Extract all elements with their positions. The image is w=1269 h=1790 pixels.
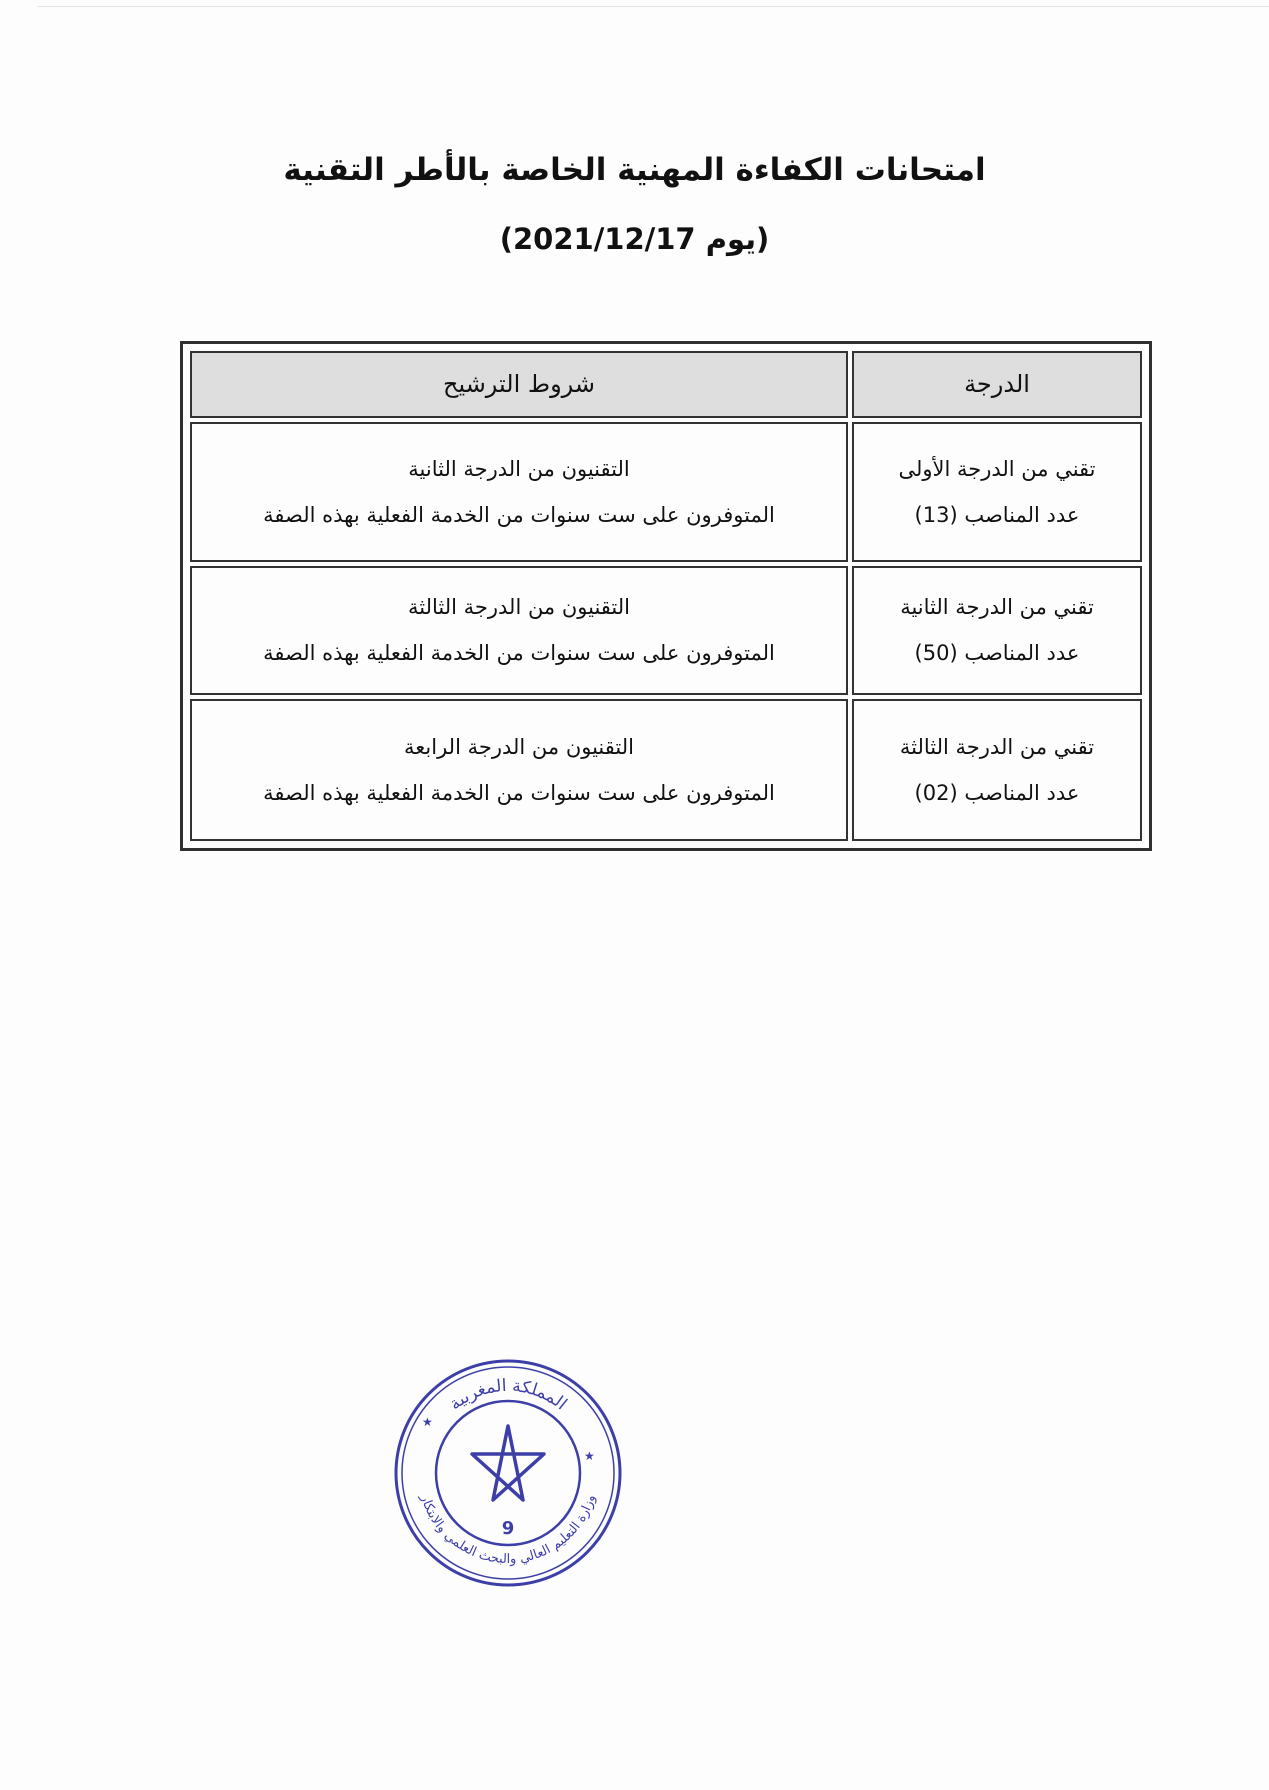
star-icon bbox=[472, 1426, 544, 1500]
posts-count: عدد المناصب (02) bbox=[914, 781, 1080, 806]
document-title: امتحانات الكفاءة المهنية الخاصة بالأطر التقنية bbox=[283, 152, 986, 188]
grade-cell bbox=[852, 699, 1142, 841]
seal-side-stars bbox=[422, 1415, 595, 1463]
condition-service: المتوفرون على ست سنوات من الخدمة الفعلية بهذه الصفة bbox=[263, 502, 775, 527]
svg-text:★: ★ bbox=[584, 1449, 595, 1463]
grade-name: تقني من الدرجة الثانية bbox=[900, 595, 1094, 620]
table-row bbox=[190, 422, 1142, 562]
exam-table bbox=[186, 347, 1146, 845]
ministry-seal bbox=[378, 1348, 638, 1598]
svg-text:★: ★ bbox=[422, 1415, 433, 1429]
grade-name: تقني من الدرجة الثالثة bbox=[899, 735, 1095, 760]
condition-rank: التقنيون من الدرجة الرابعة bbox=[404, 735, 634, 760]
grade-cell bbox=[852, 566, 1142, 696]
table-row bbox=[190, 566, 1142, 696]
table-header-row bbox=[190, 351, 1142, 418]
condition-rank: التقنيون من الدرجة الثالثة bbox=[408, 595, 630, 620]
conditions-cell bbox=[190, 699, 848, 841]
header-grade: الدرجة bbox=[852, 351, 1142, 418]
condition-service: المتوفرون على ست سنوات من الخدمة الفعلية بهذه الصفة bbox=[263, 781, 775, 806]
seal-ring-text: وزارة التعليم العالي والبحث العلمي والابتكار bbox=[417, 1493, 599, 1568]
header-conditions: شروط الترشيح bbox=[190, 351, 848, 418]
posts-count: عدد المناصب (13) bbox=[914, 502, 1080, 527]
grade-name: تقني من الدرجة الأولى bbox=[898, 456, 1096, 481]
condition-service: المتوفرون على ست سنوات من الخدمة الفعلية بهذه الصفة bbox=[263, 641, 775, 666]
seal-number: 9 bbox=[501, 1518, 515, 1539]
conditions-cell bbox=[190, 422, 848, 562]
seal-top-text: المملكة المغربية bbox=[445, 1375, 571, 1415]
table-row bbox=[190, 699, 1142, 841]
exam-table-frame bbox=[180, 341, 1152, 851]
condition-rank: التقنيون من الدرجة الثانية bbox=[408, 456, 630, 481]
posts-count: عدد المناصب (50) bbox=[914, 641, 1080, 666]
document-date: (يوم 2021/12/17) bbox=[499, 222, 770, 256]
conditions-cell bbox=[190, 566, 848, 696]
scan-top-edge bbox=[38, 0, 1269, 7]
grade-cell bbox=[852, 422, 1142, 562]
